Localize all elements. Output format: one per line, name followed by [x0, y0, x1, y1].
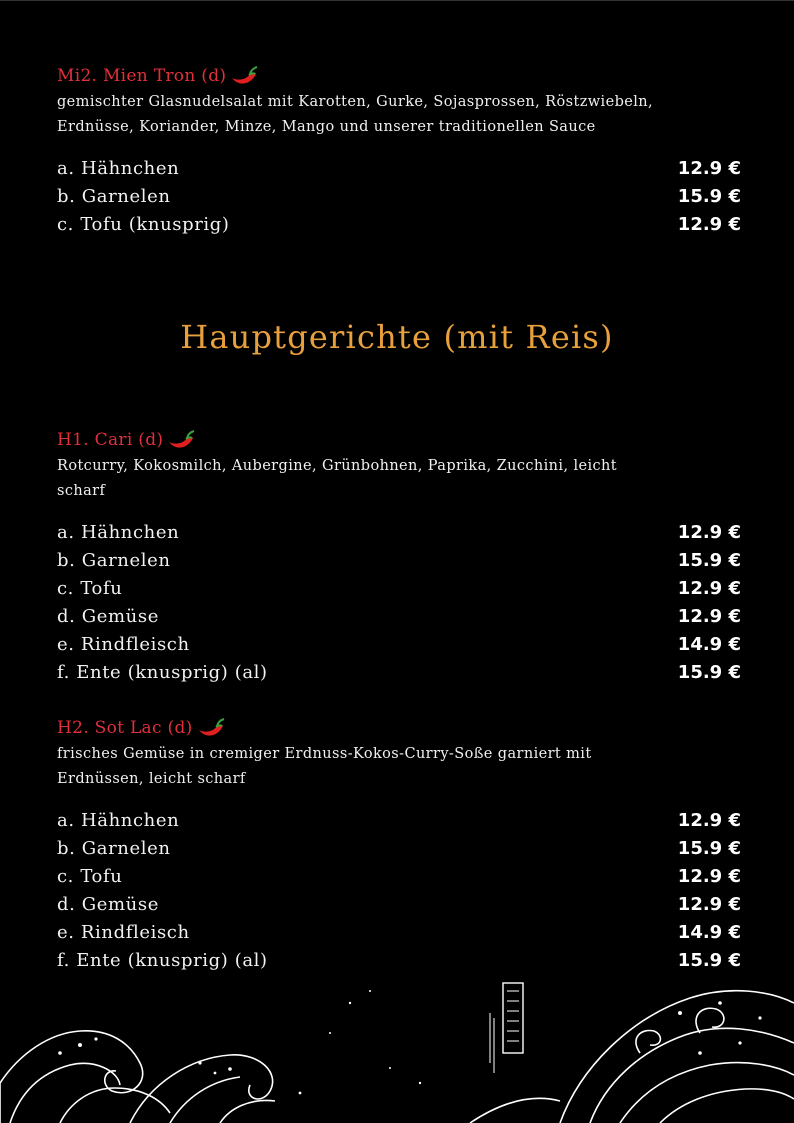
dish-mi2	[57, 64, 741, 238]
price-row	[57, 602, 741, 630]
item-name: d. Gemüse	[57, 605, 159, 627]
item-name: c. Tofu (knusprig)	[57, 213, 230, 235]
price-row	[57, 834, 741, 862]
price-row	[57, 518, 741, 546]
item-price: 12.9 €	[677, 213, 741, 235]
item-price: 12.9 €	[677, 157, 741, 179]
item-price: 15.9 €	[677, 837, 741, 859]
chili-pepper-icon	[195, 716, 227, 740]
item-name: b. Garnelen	[57, 185, 171, 207]
item-name: f. Ente (knusprig) (al)	[57, 949, 268, 971]
price-row	[57, 946, 741, 974]
dish-title-text: H2. Sot Lac (d)	[57, 718, 193, 738]
price-row	[57, 918, 741, 946]
price-row	[57, 658, 741, 686]
price-list	[57, 806, 741, 974]
item-price: 12.9 €	[677, 893, 741, 915]
dish-description: gemischter Glasnudelsalat mit Karotten, Gurke, Sojasprossen, Röstzwiebeln, Erdnüsse, Koriander, Minze, Mango und unserer traditionellen Sauce	[57, 94, 654, 135]
item-price: 15.9 €	[677, 185, 741, 207]
item-price: 12.9 €	[677, 605, 741, 627]
dish-description: Rotcurry, Kokosmilch, Aubergine, Grünbohnen, Paprika, Zucchini, leicht scharf	[57, 458, 618, 499]
item-price: 12.9 €	[677, 865, 741, 887]
price-row	[57, 154, 741, 182]
price-row	[57, 574, 741, 602]
item-name: b. Garnelen	[57, 549, 171, 571]
dish-title	[57, 428, 741, 452]
price-row	[57, 182, 741, 210]
price-list	[57, 518, 741, 686]
item-name: f. Ente (knusprig) (al)	[57, 661, 268, 683]
item-name: a. Hähnchen	[57, 809, 180, 831]
dish-h2	[57, 716, 741, 974]
item-name: c. Tofu	[57, 577, 123, 599]
dish-title	[57, 716, 741, 740]
item-price: 14.9 €	[677, 633, 741, 655]
item-name: a. Hähnchen	[57, 521, 180, 543]
item-name: d. Gemüse	[57, 893, 159, 915]
dish-title-text: Mi2. Mien Tron (d)	[57, 66, 227, 86]
dish-title	[57, 64, 741, 88]
dish-title-text: H1. Cari (d)	[57, 430, 164, 450]
dish-description: frisches Gemüse in cremiger Erdnuss-Kokos-Curry-Soße garniert mit Erdnüssen, leicht scharf	[57, 746, 592, 787]
price-row	[57, 630, 741, 658]
item-price: 15.9 €	[677, 661, 741, 683]
item-name: c. Tofu	[57, 865, 123, 887]
item-price: 12.9 €	[677, 577, 741, 599]
price-list	[57, 154, 741, 238]
item-price: 15.9 €	[677, 949, 741, 971]
item-price: 12.9 €	[677, 521, 741, 543]
item-price: 12.9 €	[677, 809, 741, 831]
price-row	[57, 546, 741, 574]
item-name: b. Garnelen	[57, 837, 171, 859]
page-border	[0, 0, 794, 1]
chili-pepper-icon	[165, 428, 197, 452]
item-name: a. Hähnchen	[57, 157, 180, 179]
item-name: e. Rindfleisch	[57, 633, 190, 655]
chili-pepper-icon	[228, 64, 260, 88]
item-price: 15.9 €	[677, 549, 741, 571]
great-wave-illustration	[0, 973, 794, 1123]
price-row	[57, 862, 741, 890]
price-row	[57, 806, 741, 834]
item-name: e. Rindfleisch	[57, 921, 190, 943]
price-row	[57, 210, 741, 238]
dish-h1	[57, 428, 741, 686]
price-row	[57, 890, 741, 918]
section-title: Hauptgerichte (mit Reis)	[180, 318, 614, 356]
item-price: 14.9 €	[677, 921, 741, 943]
